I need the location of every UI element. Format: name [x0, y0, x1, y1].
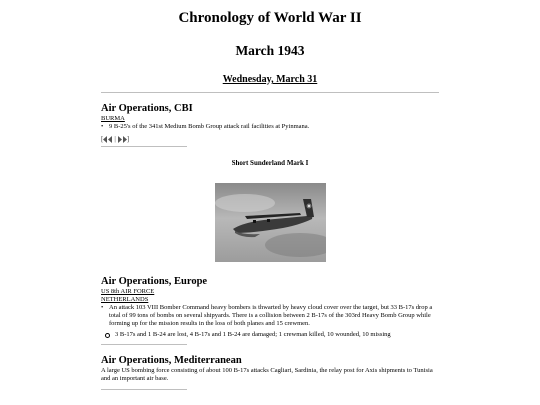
double-right-arrow-icon	[118, 135, 130, 143]
figure-block	[101, 159, 439, 262]
nav-row	[101, 135, 439, 144]
section-title: Air Operations, Europe	[101, 276, 208, 287]
nav-open-bracket: [	[101, 135, 104, 143]
short-divider	[101, 344, 187, 345]
list-item: • 9 B-25's of the 341st Medium Bomb Group attack rail facilities at Pyinmana.	[101, 123, 439, 131]
date-heading: Wednesday, March 31	[222, 74, 318, 85]
sub-item-list	[101, 331, 439, 339]
section-cbi	[101, 103, 439, 147]
list-item: • An attack 103 VIII Bomber Command heavy bombers is thwarted by heavy cloud cover over the target, but 33 B-17s drop a total of 99 tons of bombs on several shipyards. There is a collision between 2 B-17s of the 303rd Heavy Bomb Group while forming up for the mission results in the loss of both planes and 15 crewmen.	[101, 304, 439, 328]
month-heading: March 1943	[235, 43, 305, 58]
section-divider	[101, 92, 439, 93]
location-link[interactable]: BURMA	[101, 115, 125, 122]
section-title: Air Operations, CBI	[101, 103, 193, 114]
section-title: Air Operations, Mediterranean	[101, 355, 242, 366]
short-divider	[101, 146, 187, 147]
nav-separator: |	[114, 135, 116, 143]
figure-caption: Short Sunderland Mark I	[231, 159, 309, 167]
short-divider	[101, 389, 187, 390]
item-list	[101, 304, 439, 328]
section-text: A large US bombing force consisting of about 100 B-17s attacks Cagliari, Sardinia, the relay post for Axis shipments to Tunisia and an important air base.	[101, 367, 433, 382]
nav-close-bracket: ]	[126, 135, 130, 143]
sub-list-item: 3 B-17s and 1 B-24 are lost, 4 B-17s and 1 B-24 are damaged; 1 crewman killed, 10 wounded, 10 missing	[101, 331, 439, 339]
section-mediterranean	[101, 355, 439, 390]
double-left-arrow-icon	[103, 136, 112, 143]
item-list	[101, 123, 439, 131]
force-link[interactable]: US 8th AIR FORCE	[101, 288, 155, 295]
section-europe	[101, 276, 439, 345]
flying-boat-photo	[215, 183, 326, 262]
next-button[interactable]	[118, 135, 130, 143]
previous-button[interactable]	[103, 136, 112, 143]
location-link[interactable]: NETHERLANDS	[101, 296, 149, 303]
chronology-page	[101, 0, 439, 390]
page-title: Chronology of World War II	[178, 10, 362, 26]
